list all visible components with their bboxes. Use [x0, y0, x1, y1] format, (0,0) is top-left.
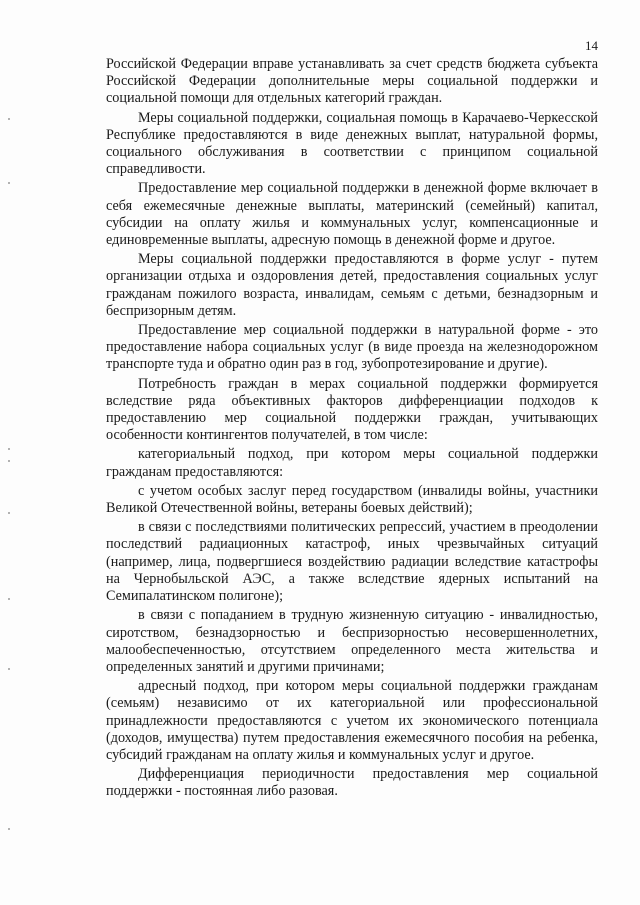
- paragraph: в связи с попаданием в трудную жизненную ситуацию - инвалидностью, сиротством, безнадзорностью и беспризорностью несовершеннолетних, малообеспеченностью, отсутствием определенного места жительства и определенных занятий и другими причинами;: [106, 607, 598, 675]
- body-text: [106, 56, 598, 803]
- paragraph: Предоставление мер социальной поддержки в денежной форме включает в себя ежемесячные денежные выплаты, материнский (семейный) капитал, субсидии на оплату жилья и коммунальных услуг, компенсационные и единовременные выплаты, адресную помощь в денежной форме и другое.: [106, 180, 598, 249]
- page-number: 14: [585, 38, 598, 53]
- paragraph: Меры социальной поддержки, социальная помощь в Карачаево-Черкесской Республике предоставляются в виде денежных выплат, натуральной формы, социального обслуживания в соответствии с принципом социальной справедливости.: [106, 109, 598, 178]
- paragraph: Предоставление мер социальной поддержки в натуральной форме - это предоставление набора социальных услуг (в виде проезда на железнодорожном транспорте туда и обратно один раз в год, зубопротезирование и другие).: [106, 322, 598, 373]
- paragraph-continuation: Российской Федерации вправе устанавливать за счет средств бюджета субъекта Российской Федерации дополнительные меры социальной поддержки и социальной помощи для отдельных категорий граждан.: [106, 56, 598, 107]
- paragraph: в связи с последствиями политических репрессий, участием в преодолении последствий радиационных катастроф, иных чрезвычайных ситуаций (например, лица, подвергшиеся воздействию радиации вследствие катастрофы на Чернобыльской АЭС, а также вследствие ядерных испытаний на Семипалатинском полигоне);: [106, 519, 598, 605]
- paragraph: Потребность граждан в мерах социальной поддержки формируется вследствие ряда объективных факторов дифференциации подходов к предоставлению мер социальной поддержки граждан, учитывающих особенности контингентов получателей, в том числе:: [106, 375, 598, 444]
- paragraph: адресный подход, при котором меры социальной поддержки гражданам (семьям) независимо от их категориальной или профессиональной принадлежности предоставляются с учетом их экономического потенциала (доходов, имущества) путем предоставления ежемесячного пособия на ребенка, субсидий гражданам на оплату жилья и коммунальных услуг и другое.: [106, 678, 598, 763]
- paragraph: категориальный подход, при котором меры социальной поддержки гражданам предоставляются:: [106, 446, 598, 480]
- binding-hole-marks: [8, 0, 12, 905]
- paragraph: с учетом особых заслуг перед государством (инвалиды войны, участники Великой Отечественной войны, ветераны боевых действий);: [106, 482, 598, 517]
- paragraph: Дифференциация периодичности предоставления мер социальной поддержки - постоянная либо разовая.: [106, 766, 598, 800]
- paragraph: Меры социальной поддержки предоставляются в форме услуг - путем организации отдыха и оздоровления детей, предоставления социальных услуг гражданам пожилого возраста, инвалидам, семьям с детьми, безнадзорным и беспризорным детям.: [106, 251, 598, 319]
